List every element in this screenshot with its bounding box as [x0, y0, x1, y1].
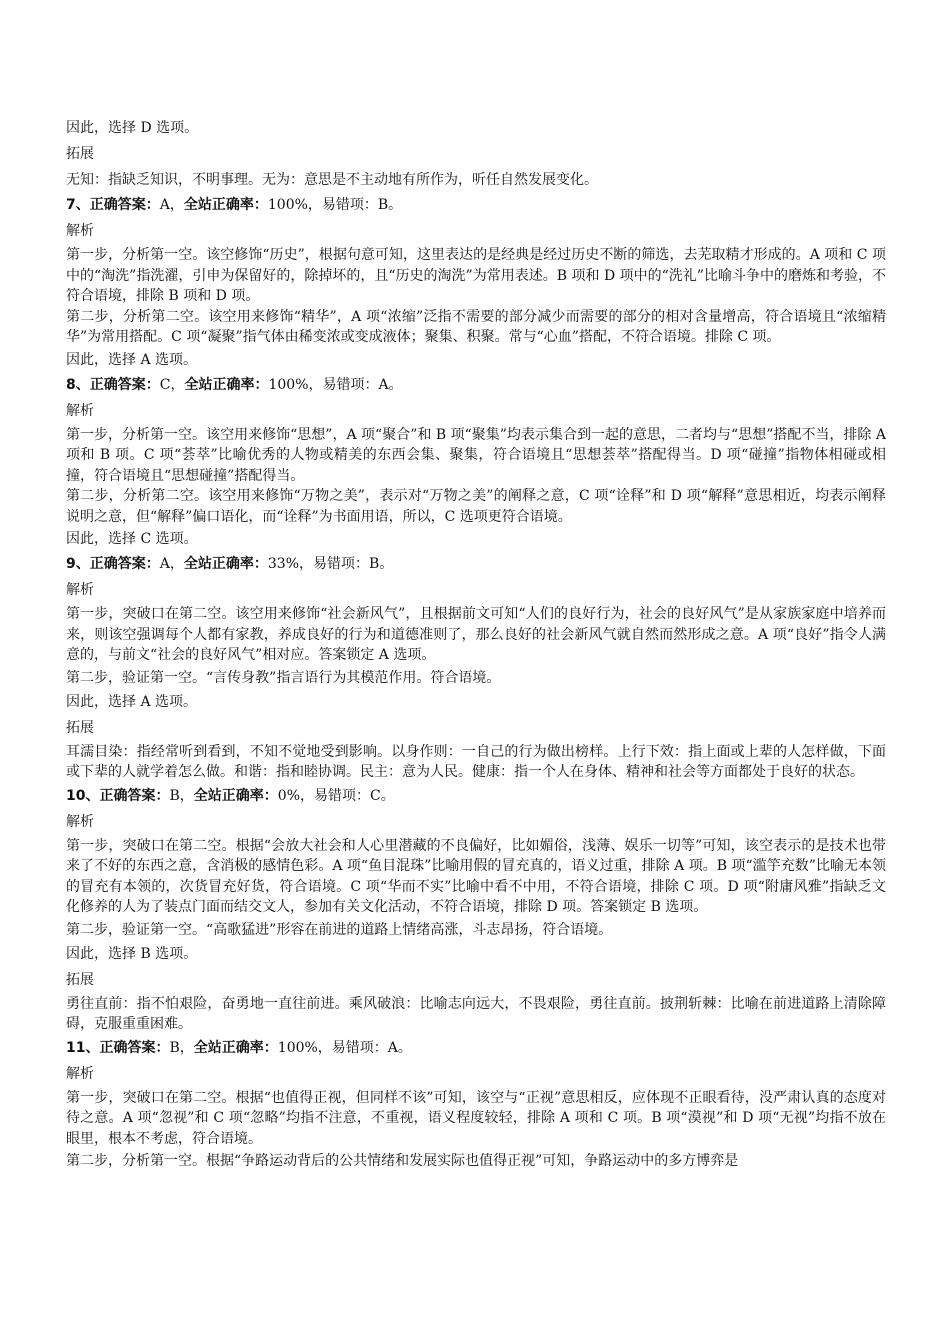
answer-value: B，	[169, 787, 194, 804]
question-number: 8、	[66, 376, 90, 393]
text-line: 第二步，验证第一空。“高歌猛进”形容在前进的道路上情绪高涨，斗志昂扬，符合语境。	[66, 921, 613, 938]
document-body	[66, 116, 886, 1173]
section-label: 拓展	[66, 719, 94, 736]
paragraph: 勇往直前：指不怕艰险，奋勇地一直往前进。乘风破浪：比喻志向远大，不畏艰险，勇往直前。披荆斩棘：比喻在前进道路上清除障碍，克服重重困难。	[66, 995, 886, 1032]
text-line: 因此，选择 B 选项。	[66, 945, 198, 962]
paragraph: 第二步，分析第二空。该空用来修饰“精华”，A 项“浓缩”泛指不需要的部分减少而需要的部分的相对含量增高，符合语境且“浓缩精华”为常用搭配。C 项“凝聚”指气体由稀变浓或变成液体；聚集、积聚。常与“心血”搭配，不符合语境。排除 C 项。	[66, 308, 886, 345]
answer-key-label: 正确答案：	[89, 376, 160, 393]
section-label: 拓展	[66, 146, 94, 162]
accuracy-label: 全站正确率：	[184, 376, 269, 393]
accuracy-label: 全站正确率：	[183, 197, 268, 213]
answer-value: C，	[159, 376, 185, 393]
section-label: 拓展	[66, 971, 94, 988]
answer-key-label: 正确答案：	[99, 787, 170, 804]
section-label: 解析	[66, 402, 94, 419]
text-line: 因此，选择 A 选项。	[66, 351, 198, 368]
paragraph: 第一步，突破口在第二空。根据“会放大社会和人心里潜藏的不良偏好，比如媚俗，浅薄、娱乐一切等”可知，该空表示的是技术也带来了不好的东西之意，含消极的感情色彩。A 项“鱼目混珠”比喻用假的冒充真的，语义过重，排除 A 项。B 项“滥竽充数”比喻无本领的冒充有本领的，次货冒充好货，符合语境。C 项“华而不实”比喻中看不中用，不符合语境，排除 C 项。D 项“附庸风雅”指缺乏文化修养的人为了装点门面而结交文人，参加有关文化活动，不符合语境，排除 D 项。答案锁定 B 选项。	[66, 837, 886, 915]
text-line: 第二步，验证第一空。“言传身教”指言语行为其模范作用。符合语境。	[66, 669, 501, 686]
answer-header	[66, 373, 886, 397]
section-label: 解析	[66, 813, 94, 830]
accuracy-label: 全站正确率：	[193, 1039, 278, 1056]
accuracy-label: 全站正确率：	[193, 787, 278, 804]
answer-header	[66, 784, 886, 808]
answer-header	[66, 193, 886, 217]
accuracy-value: 100%，易错项：B。	[267, 197, 403, 213]
text-line: 因此，选择 C 选项。	[66, 531, 198, 547]
accuracy-value: 100%，易错项：A。	[277, 1039, 412, 1056]
question-number: 10、	[66, 787, 100, 804]
paragraph: 第一步，分析第一空。该空用来修饰“思想”，A 项“聚合”和 B 项“聚集”均表示集合到一起的意思，二者均与“思想”搭配不当，排除 A 项和 B 项。C 项“荟萃”比喻优秀的人物或精美的东西会集、聚集，符合语境且“思想荟萃”搭配得当。D 项“碰撞”指物体相碰或相撞，符合语境且“思想碰撞”搭配得当。	[66, 426, 886, 484]
paragraph: 第一步，突破口在第二空。根据“也值得正视，但同样不该”可知，该空与“正视”意思相反，应体现不正眼看待，没严肃认真的态度对待之意。A 项“忽视”和 C 项“忽略”均指不注意，不重视，语义程度较轻，排除 A 项和 C 项。B 项“漠视”和 D 项“无视”均指不放在眼里，根本不考虑，符合语境。	[66, 1089, 886, 1147]
paragraph: 第二步，分析第二空。该空用来修饰“万物之美”，表示对“万物之美”的阐释之意，C 项“诠释”和 D 项“解释”意思相近，均表示阐释说明之意，但“解释”偏口语化，而“诠释”为书面用语，所以，C 选项更符合语境。	[66, 488, 886, 525]
answer-header	[66, 1036, 886, 1060]
accuracy-value: 0%，易错项：C。	[277, 787, 395, 804]
answer-header	[66, 552, 886, 576]
paragraph: 第一步，分析第一空。该空修饰“历史”，根据句意可知，这里表达的是经典是经过历史不断的筛选，去芜取精才形成的。A 项和 C 项中的“淘洗”指洗濯，引申为保留好的，除掉坏的，且“历史的淘洗”为常用表述。B 项和 D 项中的“洗礼”比喻斗争中的磨炼和考验，不符合语境，排除 B 项和 D 项。	[66, 247, 886, 304]
question-number: 9、	[66, 556, 90, 572]
text-line: 第二步，分析第一空。根据“争路运动背后的公共情绪和发展实际也值得正视”可知，争路运动中的多方博弈是	[66, 1153, 739, 1169]
answer-key-label: 正确答案：	[99, 1039, 170, 1056]
accuracy-label: 全站正确率：	[183, 556, 268, 572]
section-label: 解析	[66, 1065, 94, 1082]
section-label: 解析	[66, 582, 94, 598]
text-line: 无知：指缺乏知识，不明事理。无为：意思是不主动地有所作为，听任自然发展变化。	[66, 172, 598, 188]
answer-key-label: 正确答案：	[89, 197, 160, 213]
accuracy-value: 100%，易错项：A。	[268, 376, 403, 393]
section-label: 解析	[66, 223, 94, 239]
question-number: 11、	[66, 1039, 100, 1056]
accuracy-value: 33%，易错项：B。	[267, 556, 394, 572]
paragraph: 耳濡目染：指经常听到看到，不知不觉地受到影响。以身作则：一自己的行为做出榜样。上行下效：指上面或上辈的人怎样做，下面或下辈的人就学着怎么做。和谐：指和睦协调。民主：意为人民。健康：指一个人在身体、精神和社会等方面都处于良好的状态。	[66, 743, 886, 780]
text-line: 因此，选择 D 选项。	[66, 120, 199, 136]
text-line: 因此，选择 A 选项。	[66, 693, 198, 710]
question-number: 7、	[66, 197, 90, 213]
answer-value: B，	[169, 1039, 194, 1056]
answer-key-label: 正确答案：	[89, 556, 160, 572]
answer-value: A，	[159, 556, 184, 572]
answer-value: A，	[159, 197, 184, 213]
paragraph: 第一步，突破口在第二空。该空用来修饰“社会新风气”，且根据前文可知“人们的良好行为，社会的良好风气”是从家族家庭中培养而来，则该空强调每个人都有家教，养成良好的行为和道德准则了，那么良好的社会新风气就自然而然形成之意。A 项“良好”指令人满意的，与前文“社会的良好风气”相对应。答案锁定 A 选项。	[66, 606, 886, 663]
